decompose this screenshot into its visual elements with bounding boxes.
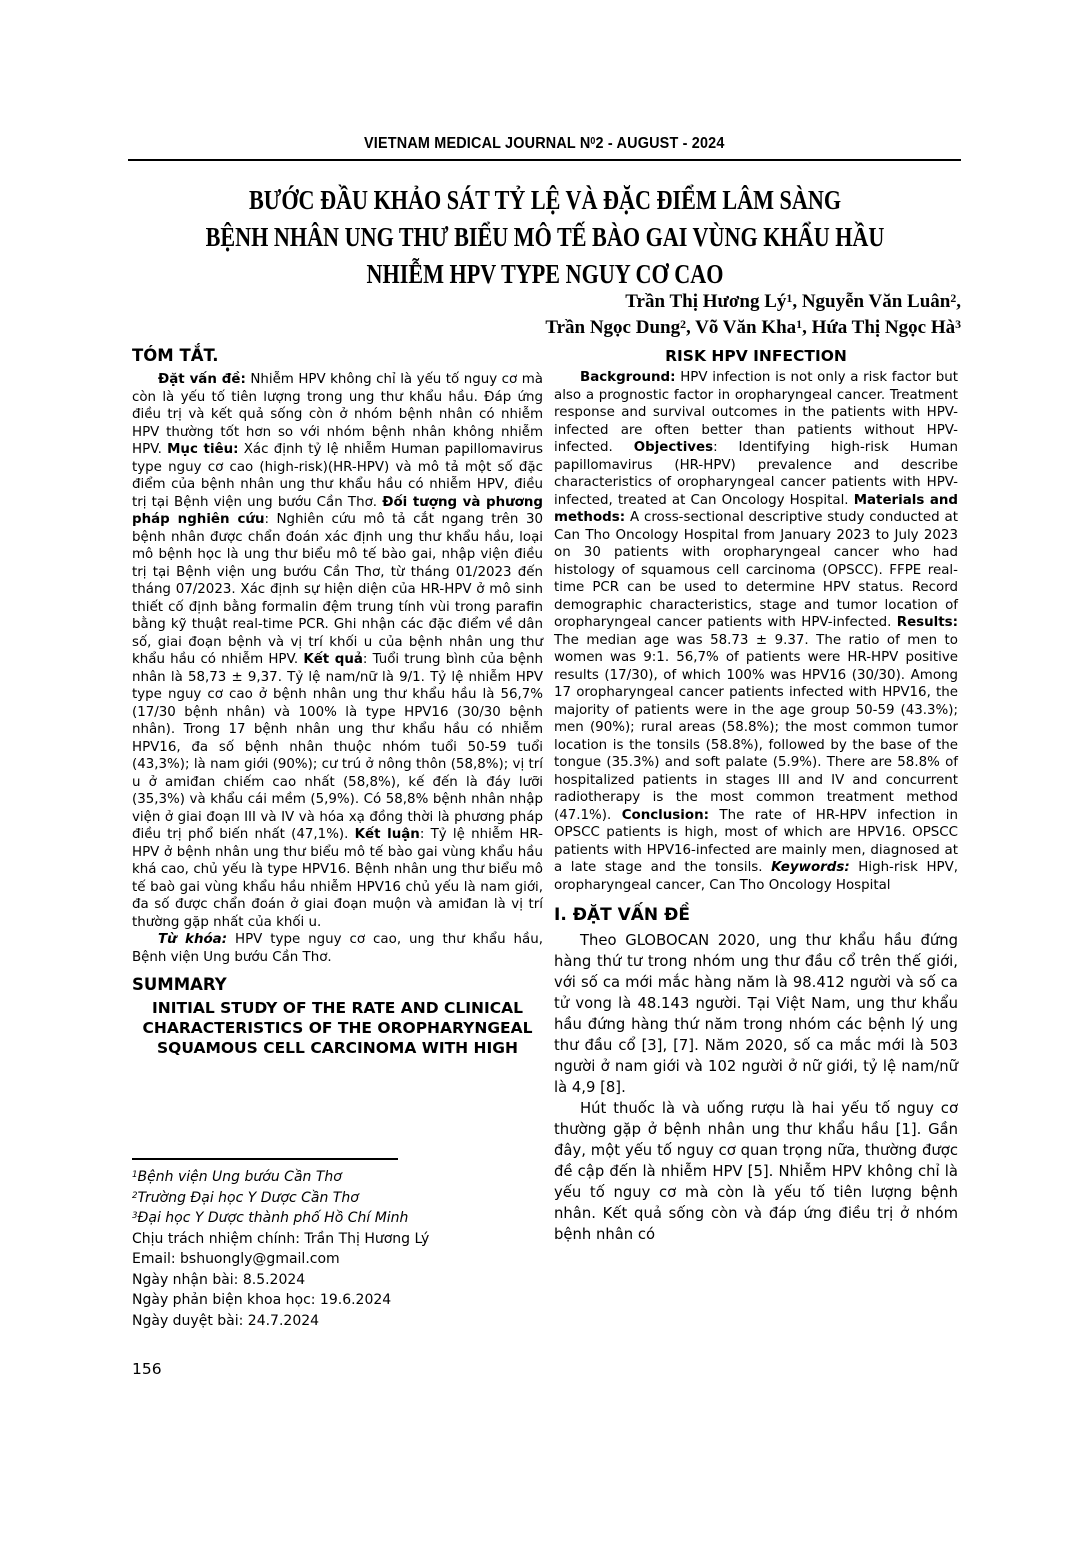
article-title-line: BỆNH NHÂN UNG THƯ BIỂU MÔ TẾ BÀO GAI VÙNG KHẨU HẦU [205, 222, 885, 252]
footnote-email: Email: bshuongly@gmail.com [132, 1251, 340, 1267]
article-title-line: NHIỄM HPV TYPE NGUY CƠ CAO [366, 259, 724, 289]
summary-title-line: CHARACTERISTICS OF THE OROPHARYNGEAL [142, 1019, 533, 1037]
footnote-corresponding-author: Chịu trách nhiệm chính: Trần Thị Hương Lý [132, 1230, 430, 1247]
page-number: 156 [132, 1360, 162, 1378]
introduction-paragraph: Hút thuốc là và uống rượu là hai yếu tố nguy cơ thường gặp ở bệnh nhân ung thư khẩu hầu [1]. Gần đây, một yếu tố nguy cơ quan trọng nữa, thường được đề cập đến là nhiễm HPV [5]. Nhiễm HPV không chỉ là yếu tố nguy cơ mà còn là yếu tố tiên lượng bệnh nhân. Kết quả sống còn và đáp ứng điều trị ở nhóm bệnh nhân có [554, 1100, 958, 1243]
abstract-vi-keywords: Từ khóa: HPV type nguy cơ cao, ung thư khẩu hầu, Bệnh viện Ung bướu Cần Thơ. [132, 932, 543, 965]
abstract-vi-paragraph: Đặt vấn đề: Nhiễm HPV không chỉ là yếu tố nguy cơ mà còn là yếu tố tiên lượng trong ung thư khẩu hầu. Đáp ứng điều trị và kết quả sống còn ở nhóm bệnh nhân có nhiễm HPV thường tốt hơn so với nhóm bệnh nhân không nhiễm HPV. Mục tiêu: Xác định tỷ lệ nhiễm Human papillomavirus type nguy cơ cao (high-risk)(HR-HPV) và mô tả một số đặc điểm của bệnh nhân ung thư khẩu hầu có nhiễm HPV, điều trị tại Bệnh viện ung bướu Cần Thơ. Đối tượng và phương pháp nghiên cứu: Nghiên cứu mô tả cắt ngang trên 30 bệnh nhân được chẩn đoán xác định ung thư khẩu hầu, loại mô bệnh học là ung thư biểu mô tế bào gai, nhập viện điều trị tại Bệnh viện ung bướu Cần Thơ, từ tháng 01/2023 đến tháng 07/2023. Xác định sự hiện diện của HR-HPV ở mô sinh thiết cố định bằng formalin đệm trung tính vùi trong parafin bằng kỹ thuật real-time PCR. Ghi nhận các đặc điểm về dân số, giai đoạn bệnh và vị trí khối u của bệnh nhân ung thư khẩu hầu có nhiễm HPV. Kết quả: Tuổi trung bình của bệnh nhân là 58,73 ± 9,37. Tỷ lệ nam/nữ là 9/1. Tỷ lệ nhiễm HPV type nguy cơ cao ở bệnh nhân ung thư khẩu hầu là 56,7% (17/30 bệnh nhân) và 100% là type HPV16 (30/30 bệnh nhân). Trong 17 bệnh nhân ung thư khẩu hầu có nhiễm HPV16, đa số bệnh nhân thuộc nhóm tuổi 50-59 tuổi (43,3%); là nam giới (90%); cư trú ở nông thôn (58,8%); vị trí u ở amiđan chiếm cao nhất (58,8%), kế đến là đáy lưỡi (35,3%) và khẩu cái mềm (5,9%). Có 58,8% bệnh nhân nhập viện ở giai đoạn III và IV và hóa xạ đồng thời là phương pháp điều trị phổ biến nhất (47,1%). Kết luận: Tỷ lệ nhiễm HR-HPV ở bệnh nhân ung thư biểu mô tế bào gai vùng khẩu hầu khá cao, chủ yếu là type HPV16. Bệnh nhân ung thư biểu mô tế baò gai vùng khẩu hầu nhiễm HPV16 chủ yếu là nam giới, đa số được chẩn đoán ở giai đoạn muộn và amiđan là vị trí thường gặp nhất của khối u. [132, 372, 544, 930]
journal-title: VIETNAM MEDICAL JOURNAL $N^02$ - AUGUST - 2024 [364, 135, 725, 152]
running-header [128, 133, 961, 161]
introduction-heading: I. ĐẶT VẤN ĐỀ [554, 905, 690, 925]
authors [120, 289, 961, 341]
summary-title-line: SQUAMOUS CELL CARCINOMA WITH HIGH [157, 1039, 518, 1057]
footnote-accepted-date: Ngày duyệt bài: 24.7.2024 [132, 1312, 320, 1329]
right-column [554, 346, 958, 1245]
article-title [120, 182, 970, 293]
article-title-line: BƯỚC ĐẦU KHẢO SÁT TỶ LỆ VÀ ĐẶC ĐIỂM LÂM SÀNG [248, 185, 842, 215]
footnote-affiliation: $^2$Trường Đại học Y Dược Cần Thơ [132, 1189, 359, 1206]
left-column [132, 346, 543, 1058]
footnote-review-date: Ngày phản biện khoa học: 19.6.2024 [132, 1292, 392, 1308]
abstract-vi-heading: TÓM TẮT. [132, 346, 219, 365]
summary-title-continued: RISK HPV INFECTION [665, 347, 847, 365]
two-column-body [132, 346, 958, 1245]
authors-line: Trần Thị Hương $Lý^1$, Nguyễn Văn Luân$^2$, [625, 291, 961, 312]
introduction-paragraph: Theo GLOBOCAN 2020, ung thư khẩu hầu đứng hàng thứ tư trong nhóm ung thư đầu cổ trên thế giới, với số ca mới mắc hàng năm là 98.412 người và số ca tử vong là 48.143 người. Tại Việt Nam, ung thư khẩu hầu đứng hàng thứ năm trong nhóm các bệnh lý ung thư đầu cổ [3], [7]. Năm 2020, số ca mắc mới là 503 người ở nam giới và 102 người ở nữ giới, tỷ lệ nam/nữ là 4,9 [8]. [554, 932, 958, 1096]
footnote-affiliation: $^3$Đại học Y Dược thành phố Hồ Chí Minh [132, 1210, 409, 1226]
footnote-received-date: Ngày nhận bài: 8.5.2024 [132, 1271, 306, 1288]
footnote-affiliation: $^1$Bệnh viện Ung bướu Cần Thơ [132, 1169, 342, 1185]
authors-line: Trần Ngọc Dung$^2$, Võ Văn Kha$^1$, Hứa Thị Ngọc $Hà^3$ [545, 317, 961, 338]
footnote-block [132, 1158, 552, 1331]
abstract-en-paragraph: Background: HPV infection is not only a risk factor but also a prognostic factor in oropharyngeal cancer. Treatment response and survival outcomes in the patients with HPV-infected are often better than patients without HPV-infected. Objectives: Identifying high-risk Human papillomavirus (HR-HPV) prevalence and describe characteristics of oropharyngeal cancer patients with HPV- infected, treated at Can Oncology Hospital. Materials and methods: A cross-sectional descriptive study conducted at Can Tho Oncology Hospital from January 2023 to July 2023 on 30 patients with oropharyngeal cancer who had histology of squamous cell carcinoma (OPSCC). FFPE real-time PCR can be used to determine HPV status. Record demographic characteristics, stage and tumor location of oropharyngeal cancer patients with HPV-infected. Results: The median age was 58.73 ± 9.37. The ratio of men to women was 9:1. 56,7% of patients were HR-HPV positive results (17/30), of which 100% was HPV16 (30/30). Among 17 oropharyngeal cancer patients infected with HPV16, the majority of patients were in the age group 50-59 (43.3%); men (90%); rural areas (58.8%); the most common tumor location is the tonsils (58.8%), followed by the base of the tongue (35.3%) and soft palate (5.9%). There are 58.8% of hospitalized patients in stages III and IV and concurrent radiotherapy is the most common treatment method (47.1%). Conclusion: The rate of HR-HPV infection in OPSCC patients is high, most of which are HPV16. OPSCC patients with HPV16-infected are mainly men, diagnosed at a late stage and the tonsils. Keywords: High-risk HPV, oropharyngeal cancer, Can Tho Oncology Hospital [554, 370, 959, 893]
summary-title-line: INITIAL STUDY OF THE RATE AND CLINICAL [151, 999, 523, 1017]
footnote-separator [132, 1158, 398, 1160]
summary-heading: SUMMARY [132, 975, 227, 994]
